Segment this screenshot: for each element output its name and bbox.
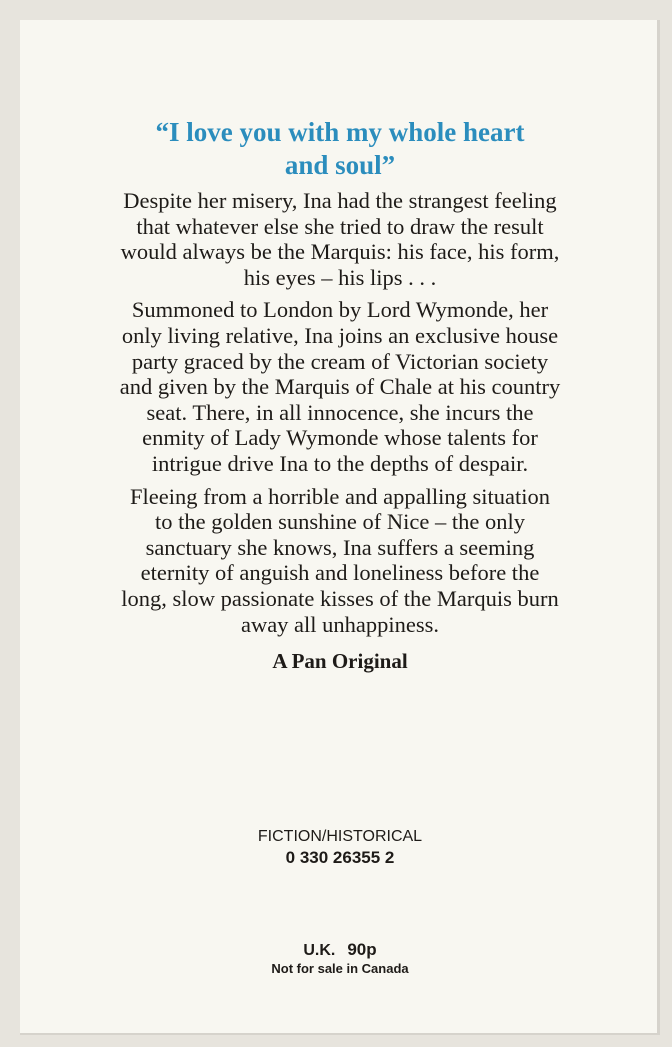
blurb-line: intrigue drive Ina to the depths of despair. <box>151 450 529 476</box>
sale-restriction-note: Not for sale in Canada <box>271 961 409 976</box>
blurb-paragraph-2 <box>68 297 612 476</box>
blurb-line: would always be the Marquis: his face, his form, <box>120 239 560 265</box>
blurb-line: Fleeing from a horrible and appalling situation <box>130 483 550 509</box>
blurb-line: eternity of anguish and loneliness before the <box>140 560 540 586</box>
imprint-line: A Pan Original <box>272 649 408 673</box>
blurb-line: Despite her misery, Ina had the strangest feeling <box>123 188 557 213</box>
genre-label: FICTION/HISTORICAL <box>257 828 423 845</box>
blurb-line: that whatever else she tried to draw the result <box>136 213 544 239</box>
blurb-line: to the golden sunshine of Nice – the only <box>155 509 525 535</box>
blurb-line: and given by the Marquis of Chale at his country <box>119 374 561 400</box>
headline-quote <box>20 116 660 182</box>
headline-line: “I love you with my whole heart <box>155 117 525 147</box>
blurb-line: party graced by the cream of Victorian society <box>131 348 549 374</box>
blurb-line: long, slow passionate kisses of the Marquis burn <box>121 585 559 611</box>
blurb-line: away all unhappiness. <box>240 611 440 637</box>
headline-line: and soul” <box>284 150 396 180</box>
blurb-line: only living relative, Ina joins an exclusive house <box>121 322 559 348</box>
price-amount: 90p <box>347 940 377 959</box>
isbn-number: 0 330 26355 2 <box>285 848 395 867</box>
blurb-line: enmity of Lady Wymonde whose talents for <box>142 425 538 451</box>
price-line <box>20 940 660 960</box>
blurb-line: sanctuary she knows, Ina suffers a seeming <box>145 534 535 560</box>
blurb-line: Summoned to London by Lord Wymonde, her <box>131 297 549 323</box>
blurb-line: seat. There, in all innocence, she incurs the <box>146 399 534 425</box>
blurb-paragraph-1 <box>68 188 612 290</box>
blurb-line: his eyes – his lips . . . <box>243 264 437 290</box>
back-cover <box>20 20 660 1035</box>
price-region: U.K. <box>303 942 336 959</box>
blurb-paragraph-3 <box>68 484 612 638</box>
blurb-text <box>68 188 612 644</box>
